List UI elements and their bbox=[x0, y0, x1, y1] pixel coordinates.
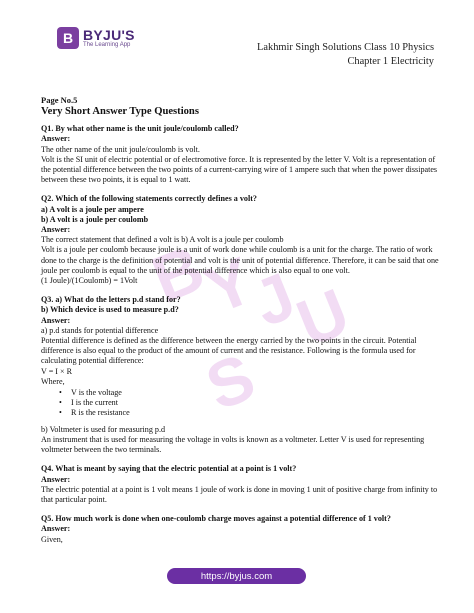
header-title: Lakhmir Singh Solutions Class 10 Physics bbox=[257, 42, 434, 53]
byjus-logo-icon: B bbox=[57, 27, 79, 49]
watermark-letter: Y bbox=[194, 242, 264, 328]
question-text: b) Which device is used to measure p.d? bbox=[41, 305, 179, 315]
answer-line: (1 Joule)/(1Coulomb) = 1Volt bbox=[41, 276, 138, 286]
question-text: Q4. What is meant by saying that the electric potential at a point is 1 volt? bbox=[41, 464, 297, 474]
list-item: • V is the voltage bbox=[71, 388, 439, 398]
question-3 bbox=[41, 295, 439, 455]
header-chapter: Chapter 1 Electricity bbox=[347, 55, 434, 67]
answer-label: Answer: bbox=[41, 524, 71, 534]
answer-line: Given, bbox=[41, 534, 63, 544]
answer-line: Potential difference is defined as the difference between the energy carried by the two points in the circuit. Potential difference is also equal to the product of the amount of current and the resistance. Following is the formula used for calculating potential difference: bbox=[41, 336, 417, 366]
page-number: Page No.5 bbox=[41, 95, 78, 105]
section-title: Very Short Answer Type Questions bbox=[41, 106, 199, 118]
watermark-letter: U bbox=[286, 274, 359, 361]
document-body bbox=[41, 95, 439, 554]
formula: V = I × R bbox=[41, 366, 73, 376]
answer-line: The correct statement that defined a volt is b) A volt is a joule per coulomb bbox=[41, 235, 284, 245]
question-text: Q5. How much work is done when one-coulomb charge moves against a potential difference of 1 volt? bbox=[41, 514, 391, 524]
logo-subtitle: The Learning App bbox=[83, 42, 131, 48]
watermark-letter: B bbox=[141, 230, 214, 317]
question-text: Q3. a) What do the letters p.d stand for? bbox=[41, 295, 181, 305]
answer-label: Answer: bbox=[41, 225, 71, 235]
question-text: Q1. By what other name is the unit joule/coulomb called? bbox=[41, 124, 239, 134]
answer-line: An instrument that is used for measuring the voltage in volts is known as a voltmeter. Letter V is used for representing voltmeter between the two terminals. bbox=[41, 434, 425, 455]
option-b: b) A volt is a joule per coulomb bbox=[41, 214, 149, 224]
variable-list bbox=[41, 388, 439, 419]
answer-line: b) Voltmeter is used for measuring p.d bbox=[41, 424, 166, 434]
question-4 bbox=[41, 464, 439, 505]
question-text: Q2. Which of the following statements correctly defines a volt? bbox=[41, 194, 257, 204]
answer-label: Answer: bbox=[41, 474, 71, 484]
question-2 bbox=[41, 194, 439, 286]
list-item: • I is the current bbox=[71, 398, 439, 408]
watermark-letter: J bbox=[243, 258, 305, 341]
byjus-logo bbox=[57, 26, 135, 50]
answer-label: Answer: bbox=[41, 315, 71, 325]
document-header bbox=[257, 41, 434, 68]
logo-title: BYJU'S bbox=[83, 27, 135, 43]
option-a: a) A volt is a joule per ampere bbox=[41, 204, 144, 214]
logo-text bbox=[83, 28, 135, 48]
list-item: • R is the resistance bbox=[71, 408, 439, 418]
answer-line: The other name of the unit joule/coulomb is volt. bbox=[41, 144, 200, 154]
answer-line: Volt is the SI unit of electric potential or of electromotive force. It is represented by the letter V. Volt is a representation of the potential difference between the two points of a current-carrying wire of 1 ampere such that when the power dissipates between these two points, it is equal to 1 watt. bbox=[41, 154, 438, 185]
answer-line: Where, bbox=[41, 376, 65, 386]
answer-line: Volt is a joule per coulomb because joule is a unit of work done while coulomb is a unit for the charge. The ratio of work done to the charge is the definition of potential and volt is the unit of potential difference. Therefore, it can be said that one joule per coulomb is equal to the unit of the potential difference which is also equal to one volt. bbox=[41, 245, 439, 275]
watermark-letter: S bbox=[196, 339, 265, 425]
website-link-button[interactable]: https://byjus.com bbox=[167, 568, 306, 584]
answer-line: a) p.d stands for potential difference bbox=[41, 325, 159, 335]
answer-line: The electric potential at a point is 1 volt means 1 joule of work is done in moving 1 unit of positive charge from infinity to that particular point. bbox=[41, 484, 438, 504]
question-1 bbox=[41, 124, 439, 185]
question-5 bbox=[41, 514, 439, 545]
answer-label: Answer: bbox=[41, 134, 71, 144]
